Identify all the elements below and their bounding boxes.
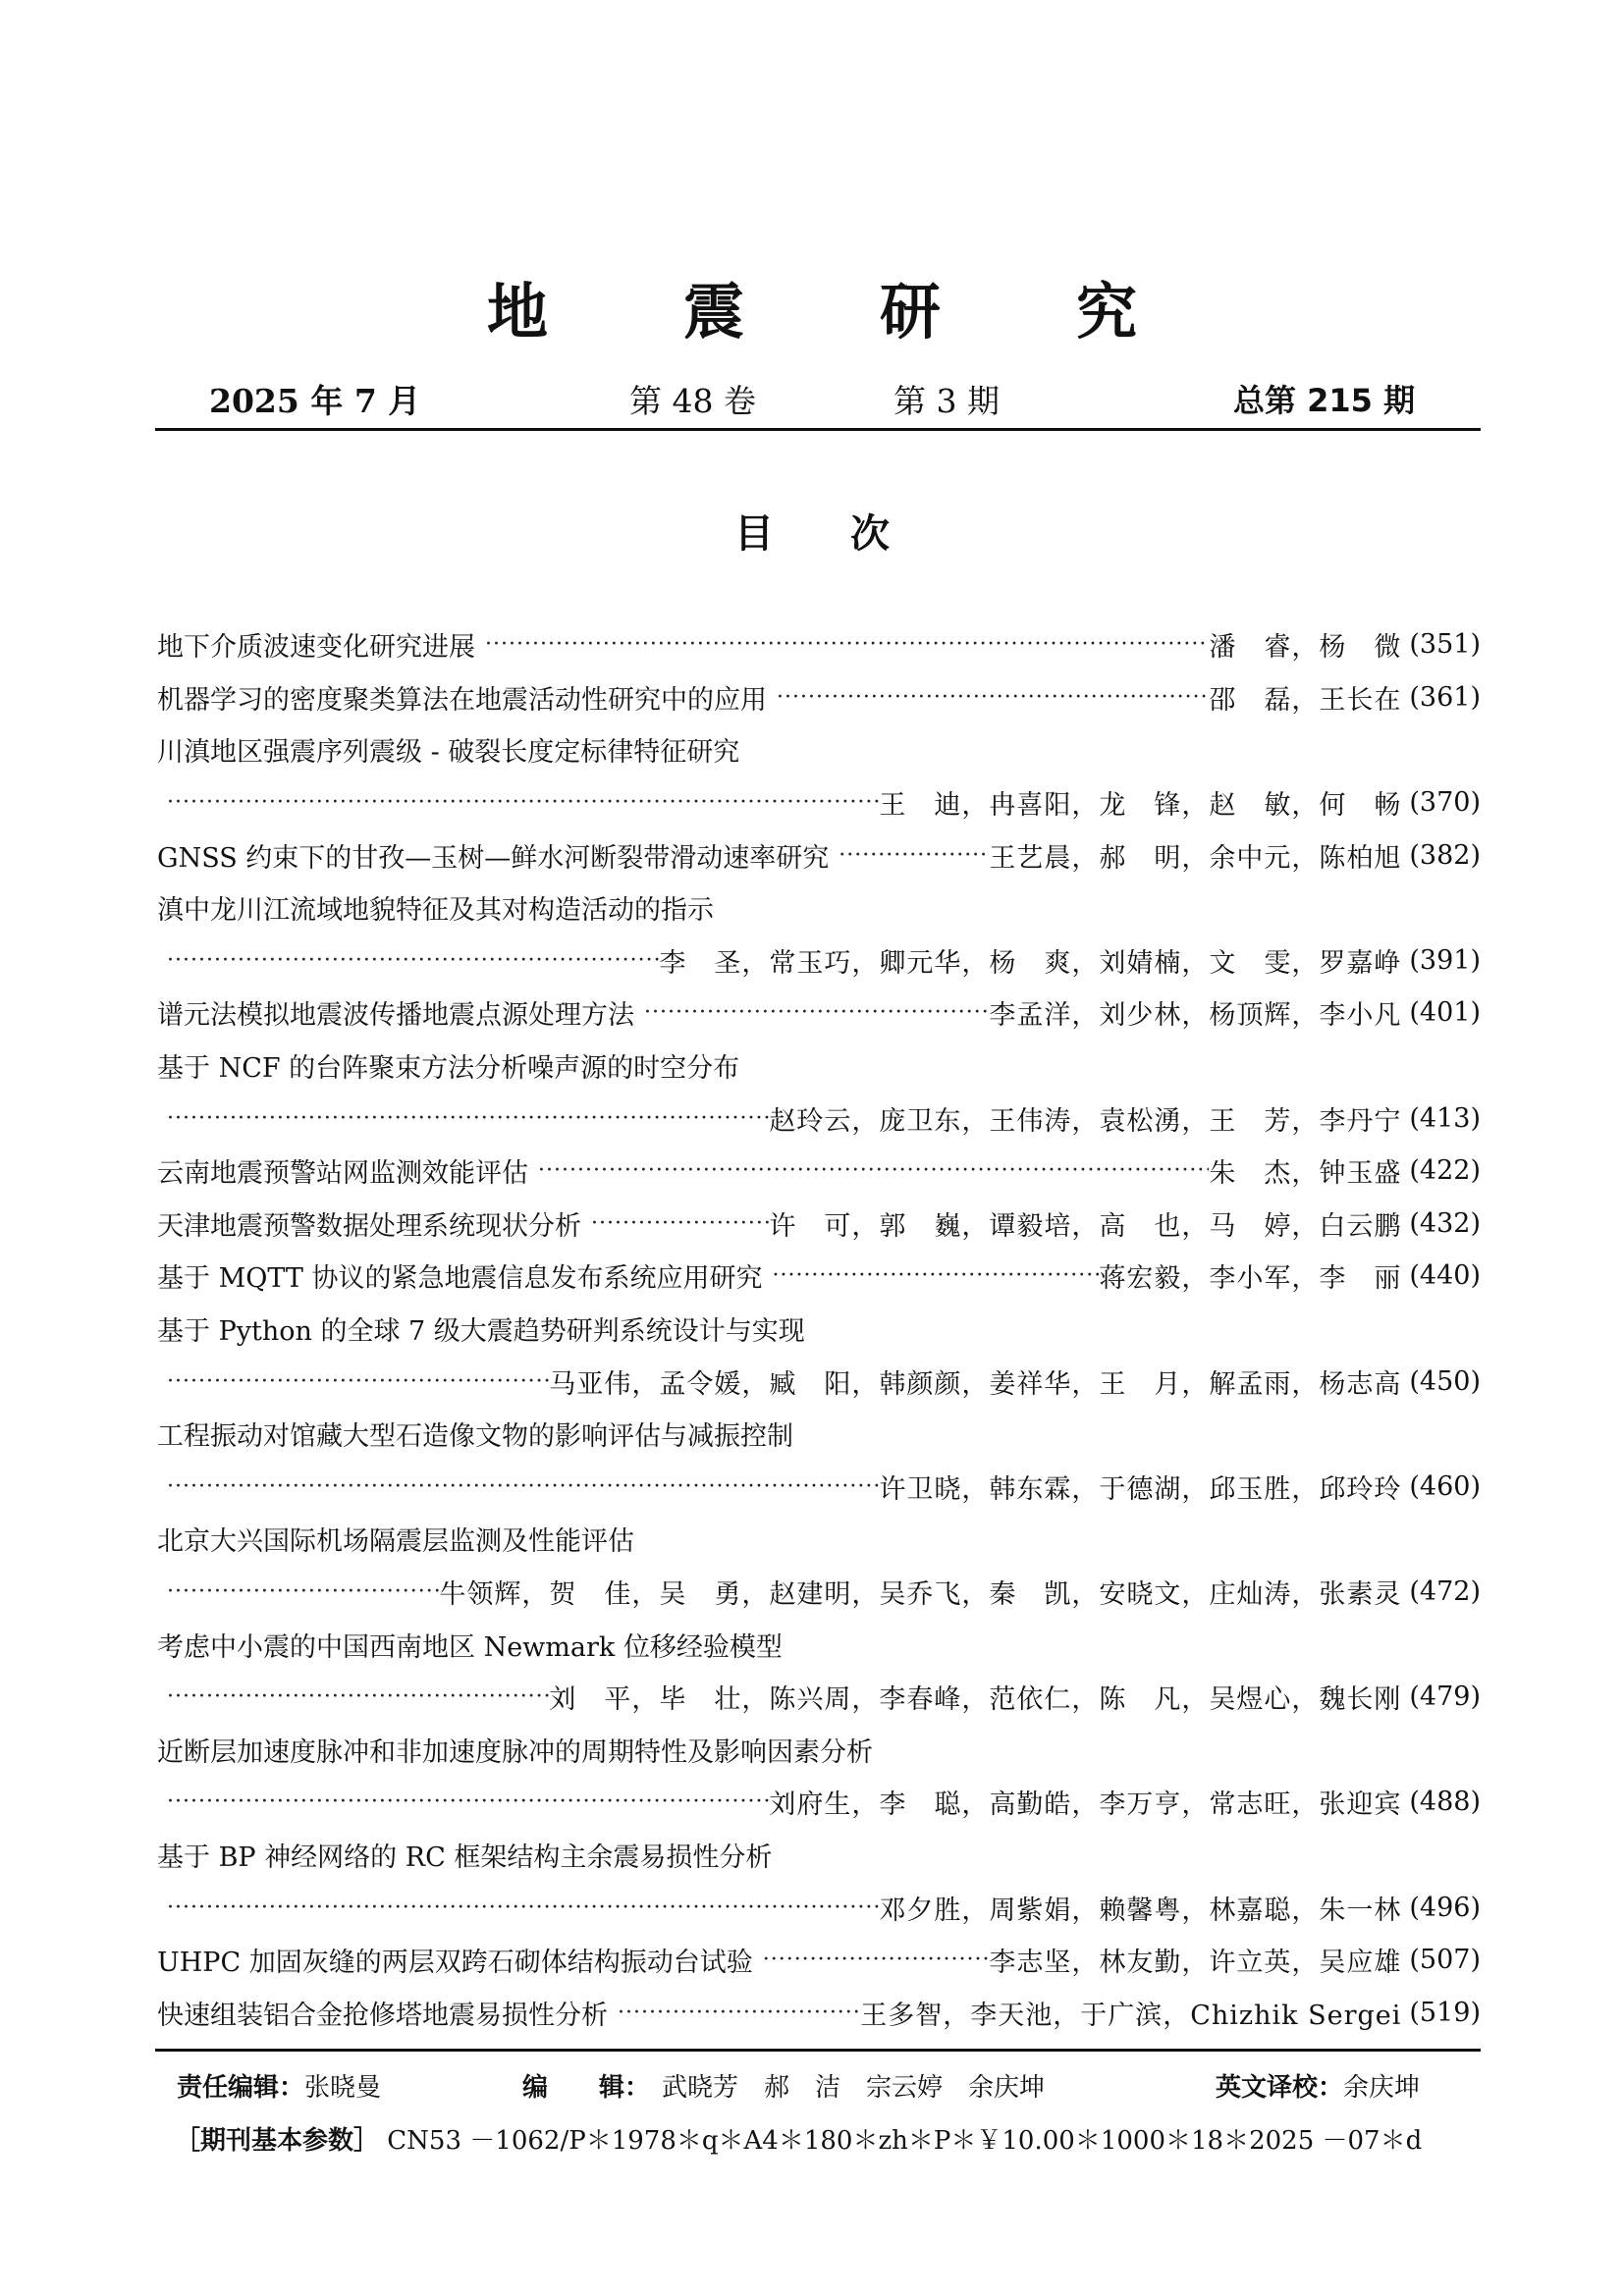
toc-page-number: (507) xyxy=(1409,1945,1481,1976)
toc-article-title: 川滇地区强震序列震级 - 破裂长度定标律特征研究 xyxy=(157,737,740,769)
toc-row xyxy=(157,1881,1481,1934)
toc-row xyxy=(157,1198,1481,1251)
toc-article-title: 地下介质波速变化研究进展 xyxy=(157,632,475,664)
toc-row xyxy=(157,1829,1481,1882)
toc-page-number: (361) xyxy=(1409,681,1481,713)
toc-page-number: (479) xyxy=(1409,1682,1481,1713)
toc-row xyxy=(157,1355,1481,1408)
table-of-contents xyxy=(157,618,1481,2039)
toc-leader-dots xyxy=(762,1263,1099,1288)
toc-article-title: GNSS 约束下的甘孜—玉树—鲜水河断裂带滑动速率研究 xyxy=(157,842,830,874)
toc-page-number: (413) xyxy=(1409,1102,1481,1134)
toc-row xyxy=(157,1040,1481,1093)
journal-title-char: 究 xyxy=(1075,276,1137,347)
toc-authors: 邓夕胜，周紫娟，赖馨粤，林嘉聪，朱一林 xyxy=(879,1895,1402,1926)
toc-authors: 王 迪，冉喜阳，龙 锋，赵 敏，何 畅 xyxy=(879,790,1402,822)
toc-row xyxy=(157,1092,1481,1145)
journal-title-char: 震 xyxy=(682,276,744,347)
params-label: ［期刊基本参数］ xyxy=(175,2126,380,2156)
toc-authors: 李志坚，林友勤，许立英，吴应雄 xyxy=(989,1948,1402,1979)
toc-authors: 李孟洋，刘少林，杨顶辉，李小凡 xyxy=(989,1000,1402,1032)
translator-name: 余庆坤 xyxy=(1343,2073,1421,2103)
toc-row xyxy=(157,1250,1481,1303)
toc-row xyxy=(157,1723,1481,1776)
toc-article-title: UHPC 加固灰缝的两层双跨石砌体结构振动台试验 xyxy=(157,1948,753,1979)
toc-article-title: 谱元法模拟地震波传播地震点源处理方法 xyxy=(157,1000,634,1032)
toc-leader-dots xyxy=(581,1211,769,1236)
toc-article-title: 天津地震预警数据处理系统现状分析 xyxy=(157,1210,581,1242)
toc-leader-dots xyxy=(157,1474,879,1499)
toc-article-title: 基于 NCF 的台阵聚束方法分析噪声源的时空分布 xyxy=(157,1053,740,1085)
toc-page-number: (496) xyxy=(1409,1892,1481,1923)
editors-line xyxy=(177,2067,1483,2107)
editors-names: 武晓芳 郝 洁 宗云婷 余庆坤 xyxy=(662,2073,1046,2103)
toc-leader-dots xyxy=(157,948,659,973)
toc-article-title: 云南地震预警站网监测效能评估 xyxy=(157,1158,528,1190)
toc-authors: 李 圣，常玉巧，卿元华，杨 爽，刘婧楠，文 雯，罗嘉峥 xyxy=(659,947,1402,979)
toc-row xyxy=(157,828,1481,881)
toc-leader-dots xyxy=(157,1896,879,1920)
toc-leader-dots xyxy=(157,1579,439,1604)
toc-page-number: (432) xyxy=(1409,1207,1481,1239)
toc-row xyxy=(157,1145,1481,1198)
toc-row xyxy=(157,618,1481,671)
header-rule xyxy=(155,428,1481,431)
toc-leader-dots xyxy=(528,1158,1209,1183)
toc-page-number: (351) xyxy=(1409,629,1481,661)
toc-authors: 牛领辉，贺 佳，吴 勇，赵建明，吴乔飞，秦 凯，安晓文，庄灿涛，张素灵 xyxy=(439,1578,1402,1610)
toc-row xyxy=(157,934,1481,988)
toc-authors: 许 可，郭 巍，谭毅培，高 也，马 婷，白云鹏 xyxy=(769,1210,1402,1242)
toc-article-title: 基于 Python 的全球 7 级大震趋势研判系统设计与实现 xyxy=(157,1316,805,1348)
toc-authors: 许卫晓，韩东霖，于德湖，邱玉胜，邱玲玲 xyxy=(879,1473,1402,1505)
toc-row xyxy=(157,881,1481,934)
toc-row xyxy=(157,987,1481,1040)
toc-leader-dots xyxy=(157,1369,549,1394)
toc-page-number: (450) xyxy=(1409,1365,1481,1397)
toc-row xyxy=(157,671,1481,724)
toc-article-title: 基于 MQTT 协议的紧急地震信息发布系统应用研究 xyxy=(157,1263,763,1295)
journal-title-char: 研 xyxy=(879,276,941,347)
toc-authors: 蒋宏毅，李小军，李 丽 xyxy=(1099,1263,1402,1295)
toc-page-number: (370) xyxy=(1409,787,1481,819)
toc-authors: 刘府生，李 聪，高勤皓，李万亨，常志旺，张迎宾 xyxy=(769,1789,1402,1821)
toc-leader-dots xyxy=(475,632,1209,657)
toc-leader-dots xyxy=(608,2001,860,2025)
toc-authors: 朱 杰，钟玉盛 xyxy=(1209,1158,1402,1190)
toc-authors: 赵玲云，庞卫东，王伟涛，袁松湧，王 芳，李丹宁 xyxy=(769,1105,1402,1137)
toc-authors: 王艺晨，郝 明，余中元，陈柏旭 xyxy=(989,842,1402,874)
journal-title-char: 地 xyxy=(486,276,548,347)
toc-row xyxy=(157,723,1481,776)
toc-page-number: (488) xyxy=(1409,1787,1481,1818)
issue-line xyxy=(155,376,1481,425)
toc-leader-dots xyxy=(634,1000,989,1025)
toc-leader-dots xyxy=(767,685,1209,710)
toc-article-title: 考虑中小震的中国西南地区 Newmark 位移经验模型 xyxy=(157,1631,783,1663)
toc-row xyxy=(157,1618,1481,1671)
journal-title xyxy=(0,263,1624,350)
footer-rule xyxy=(155,2049,1481,2052)
toc-article-title: 滇中龙川江流域地貌特征及其对构造活动的指示 xyxy=(157,895,714,927)
toc-leader-dots xyxy=(829,843,989,868)
toc-page-number: (472) xyxy=(1409,1575,1481,1607)
toc-leader-dots xyxy=(157,1684,549,1709)
journal-params xyxy=(175,2120,1422,2157)
params-value: CN53 －1062/P＊1978＊q＊A4＊180＊zh＊P＊￥10.00＊1000＊18＊2025 －07＊d xyxy=(387,2126,1423,2156)
toc-page-number: (519) xyxy=(1409,1997,1481,2028)
toc-leader-dots xyxy=(157,1789,769,1814)
toc-leader-dots xyxy=(753,1948,990,1972)
toc-article-title: 机器学习的密度聚类算法在地震活动性研究中的应用 xyxy=(157,684,767,716)
toc-row xyxy=(157,1303,1481,1356)
toc-row xyxy=(157,776,1481,829)
toc-article-title: 基于 BP 神经网络的 RC 框架结构主余震易损性分析 xyxy=(157,1842,773,1873)
toc-article-title: 工程振动对馆藏大型石造像文物的影响评估与减振控制 xyxy=(157,1421,793,1453)
toc-row xyxy=(157,1776,1481,1829)
toc-authors: 邵 磊，王长在 xyxy=(1209,684,1402,716)
toc-heading: 目次 xyxy=(734,511,966,557)
toc-row xyxy=(157,1671,1481,1724)
toc-page-number: (460) xyxy=(1409,1470,1481,1502)
toc-authors: 王多智，李天池，于广滨，Chizhik Sergei xyxy=(860,2000,1402,2031)
toc-page-number: (391) xyxy=(1409,944,1481,976)
chief-editor-label: 责任编辑： xyxy=(177,2073,305,2103)
editors-label: 编 辑： xyxy=(522,2073,651,2103)
translator-label: 英文译校： xyxy=(1216,2073,1344,2103)
issue-number: 第 3 期 xyxy=(893,382,1000,420)
toc-leader-dots xyxy=(157,790,879,815)
toc-row xyxy=(157,1461,1481,1514)
chief-editor-name: 张晓曼 xyxy=(304,2073,382,2103)
issue-volume: 第 48 卷 xyxy=(629,382,756,420)
toc-row xyxy=(157,1986,1481,2039)
issue-total: 总第 215 期 xyxy=(1233,382,1416,419)
toc-article-title: 北京大兴国际机场隔震层监测及性能评估 xyxy=(157,1526,634,1558)
toc-leader-dots xyxy=(157,1106,769,1131)
issue-date: 2025 年 7 月 xyxy=(209,382,421,420)
toc-authors: 马亚伟，孟令媛，臧 阳，韩颜颜，姜祥华，王 月，解孟雨，杨志高 xyxy=(549,1368,1402,1400)
toc-authors: 潘 睿，杨 微 xyxy=(1209,632,1402,664)
toc-article-title: 近断层加速度脉冲和非加速度脉冲的周期特性及影响因素分析 xyxy=(157,1736,873,1768)
toc-page-number: (440) xyxy=(1409,1260,1481,1292)
toc-authors: 刘 平，毕 壮，陈兴周，李春峰，范依仁，陈 凡，吴煜心，魏长刚 xyxy=(549,1684,1402,1716)
toc-row xyxy=(157,1513,1481,1566)
toc-row xyxy=(157,1566,1481,1619)
toc-row xyxy=(157,1934,1481,1987)
toc-page-number: (382) xyxy=(1409,839,1481,871)
toc-page-number: (422) xyxy=(1409,1155,1481,1187)
toc-row xyxy=(157,1408,1481,1461)
toc-article-title: 快速组装铝合金抢修塔地震易损性分析 xyxy=(157,2000,608,2031)
toc-page-number: (401) xyxy=(1409,997,1481,1029)
